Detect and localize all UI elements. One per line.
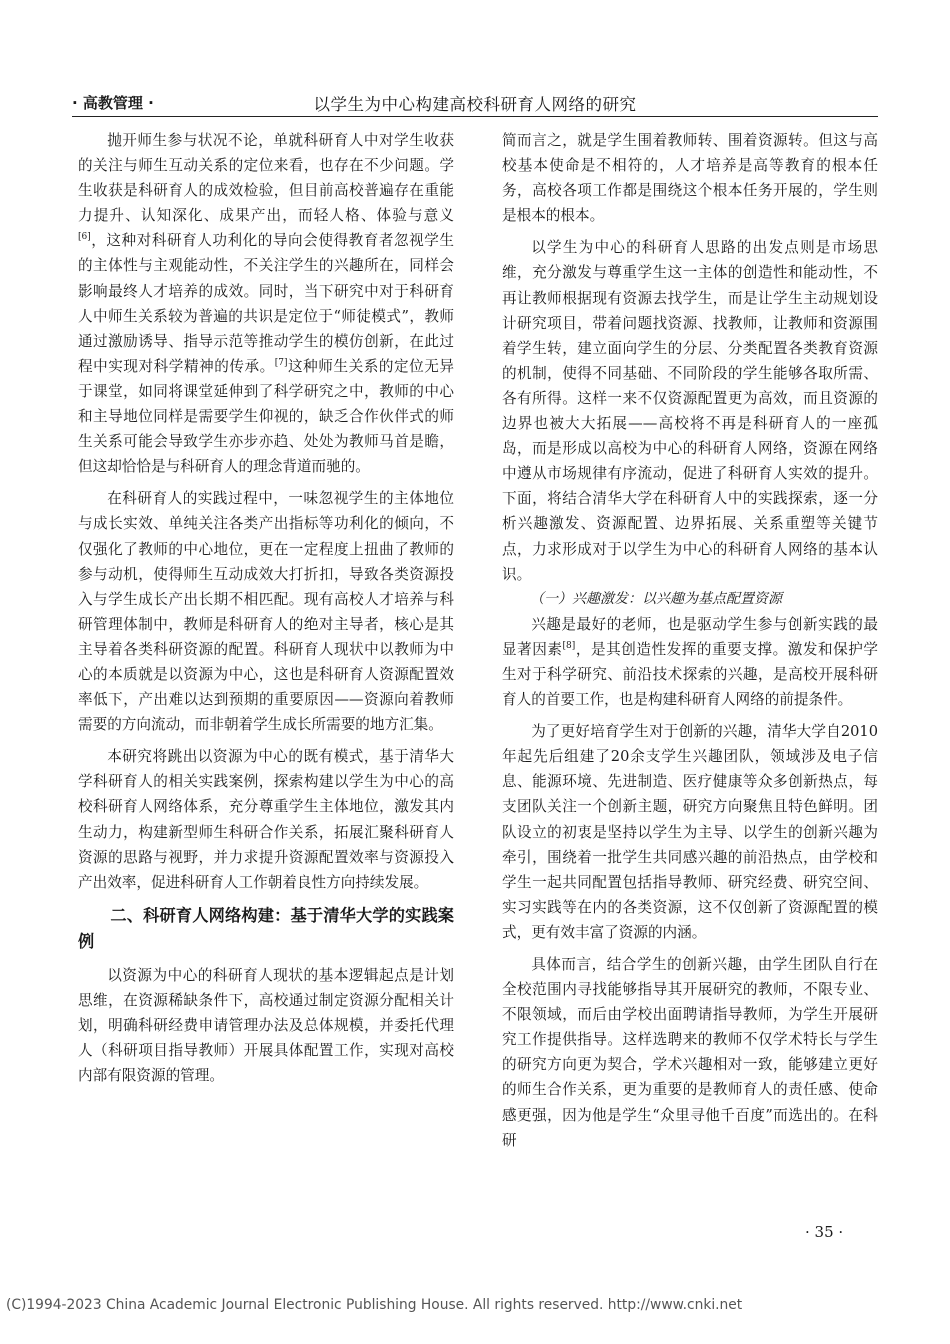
paragraph: 为了更好培育学生对于创新的兴趣，清华大学自2010年起先后组建了20余支学生兴趣团队，领域涉及电子信息、能源环境、先进制造、医疗健康等众多创新热点，每支团队关注一个创新主题，研究方向聚焦且特色鲜明。团队设立的初衷是坚持以学生为主导、以学生的创新兴趣为牵引，围绕着一批学生共同感兴趣的前沿热点，由学校和学生一起共同配置包括指导教师、研究经费、研究空间、实习实践等在内的各类资源，这不仅创新了资源配置的模式，更有效丰富了资源的内涵。 (502, 723, 878, 941)
paragraph (78, 128, 454, 479)
paragraph: 本研究将跳出以资源为中心的既有模式，基于清华大学科研育人的相关实践案例，探索构建以学生为中心的高校科研育人网络体系，充分尊重学生主体地位，激发其内生动力，构建新型师生科研合作关系，拓展汇聚科研育人资源的思路与视野，并力求提升资源配置效率与资源投入产出效率，促进科研育人工作朝着良性方向持续发展。 (78, 748, 454, 891)
right-column (502, 128, 878, 1153)
paragraph-text: 兴趣是最好的老师，也是驱动学生参与创新实践的最显著因素 (502, 615, 878, 658)
article-title: 以学生为中心构建高校科研育人网络的研究 (313, 95, 637, 114)
citation-ref: [8] (562, 640, 576, 651)
paragraph: 简而言之，就是学生围着教师转、围着资源转。但这与高校基本使命是不相符的，人才培养是高等教育的根本任务，高校各项工作都是围绕这个根本任务开展的，学生则是根本的根本。 (502, 132, 878, 225)
citation-ref: [7] (274, 357, 288, 368)
section-heading: 二、科研育人网络构建：基于清华大学的实践案例 (78, 905, 454, 951)
paragraph: 以资源为中心的科研育人现状的基本逻辑起点是计划思维，在资源稀缺条件下，高校通过制定资源分配相关计划，明确科研经费申请管理办法及总体规模，并委托代理人（科研项目指导教师）开展具体配置工作，实现对高校内部有限资源的管理。 (78, 966, 454, 1085)
running-header (72, 86, 878, 117)
left-column (78, 128, 454, 1088)
citation-ref: [6] (78, 232, 91, 243)
subsection-heading: （一）兴趣激发：以兴趣为基点配置资源 (530, 590, 782, 607)
paragraph: 具体而言，结合学生的创新兴趣，由学生团队自行在全校范围内寻找能够指导其开展研究的教师，不限专业、不限领域，而后由学校出面聘请指导教师，为学生开展研究工作提供指导。这样选聘来的教师不仅学术特长与学生的研究方向更为契合，学术兴趣相对一致，能够建立更好的师生合作关系，更为重要的是教师育人的责任感、使命感更强，因为他是学生“众里寻他千百度”而选出的。在科研 (502, 956, 878, 1149)
paragraph: 以学生为中心的科研育人思路的出发点则是市场思维，充分激发与尊重学生这一主体的创造性和能动性，不再让教师根据现有资源去找学生，而是让学生主动规划设计研究项目，带着问题找资源、找教师，让教师和资源围着学生转，建立面向学生的分层、分类配置各类教育资源的机制，使得不同基础、不同阶段的学生能够各取所需、各有所得。这样一来不仅资源配置更为高效，而且资源的边界也被大大拓展——高校将不再是科研育人的一座孤岛，而是形成以高校为中心的科研育人网络，资源在网络中遵从市场规律有序流动，促进了科研育人实效的提升。下面，将结合清华大学在科研育人中的实践探索，逐一分析兴趣激发、资源配置、边界拓展、关系重塑等关键节点，力求形成对于以学生为中心的科研育人网络的基本认识。 (502, 239, 878, 583)
paragraph-text: ，这种对科研育人功利化的导向会使得教育者忽视学生的主体性与主观能动性，不关注学生的兴趣所在，同样会影响最终人才培养的成效。同时，当下研究中对于科研育人中师生关系较为普遍的共识是定位于“师徒模式”，教师通过激励诱导、指导示范等推动学生的模仿创新，在此过程中实现对科学精神的传承。 (78, 232, 454, 375)
journal-section: · 高教管理 · (72, 94, 154, 112)
paragraph-text: 抛开师生参与状况不论，单就科研育人中对学生收获的关注与师生互动关系的定位来看，也存在不少问题。学生收获是科研育人的成效检验，但目前高校普遍存在重能力提升、认知深化、成果产出，而轻人格、体验与意义 (78, 132, 454, 225)
paragraph (502, 612, 878, 712)
page-number: · 35 · (805, 1223, 844, 1241)
paragraph-text: ，是其创造性发挥的重要支撑。激发和保护学生对于科学研究、前沿技术探索的兴趣，是高校开展科研育人的首要工作，也是构建科研育人网络的前提条件。 (502, 640, 878, 709)
paragraph: 在科研育人的实践过程中，一味忽视学生的主体地位与成长实效、单纯关注各类产出指标等功利化的倾向，不仅强化了教师的中心地位，更在一定程度上扭曲了教师的参与动机，使得师生互动成效大打折扣，导致各类资源投入与学生成长产出长期不相匹配。现有高校人才培养与科研管理体制中，教师是科研育人的绝对主导者，核心是其主导着各类科研资源的配置。科研育人现状中以教师为中心的本质就是以资源为中心，这也是科研育人资源配置效率低下，产出难以达到预期的重要原因——资源向着教师需要的方向流动，而非朝着学生成长所需要的地方汇集。 (78, 490, 454, 734)
copyright-footer: (C)1994-2023 China Academic Journal Electronic Publishing House. All rights reserved. http://www.cnki.net (6, 1297, 743, 1313)
paragraph-text: 这种师生关系的定位无异于课堂，如同将课堂延伸到了科学研究之中，教师的中心和主导地位同样是需要学生仰视的，缺乏合作伙伴式的师生关系可能会导致学生亦步亦趋、处处为教师马首是瞻，但这却恰恰是与科研育人的理念背道而驰的。 (78, 357, 454, 476)
